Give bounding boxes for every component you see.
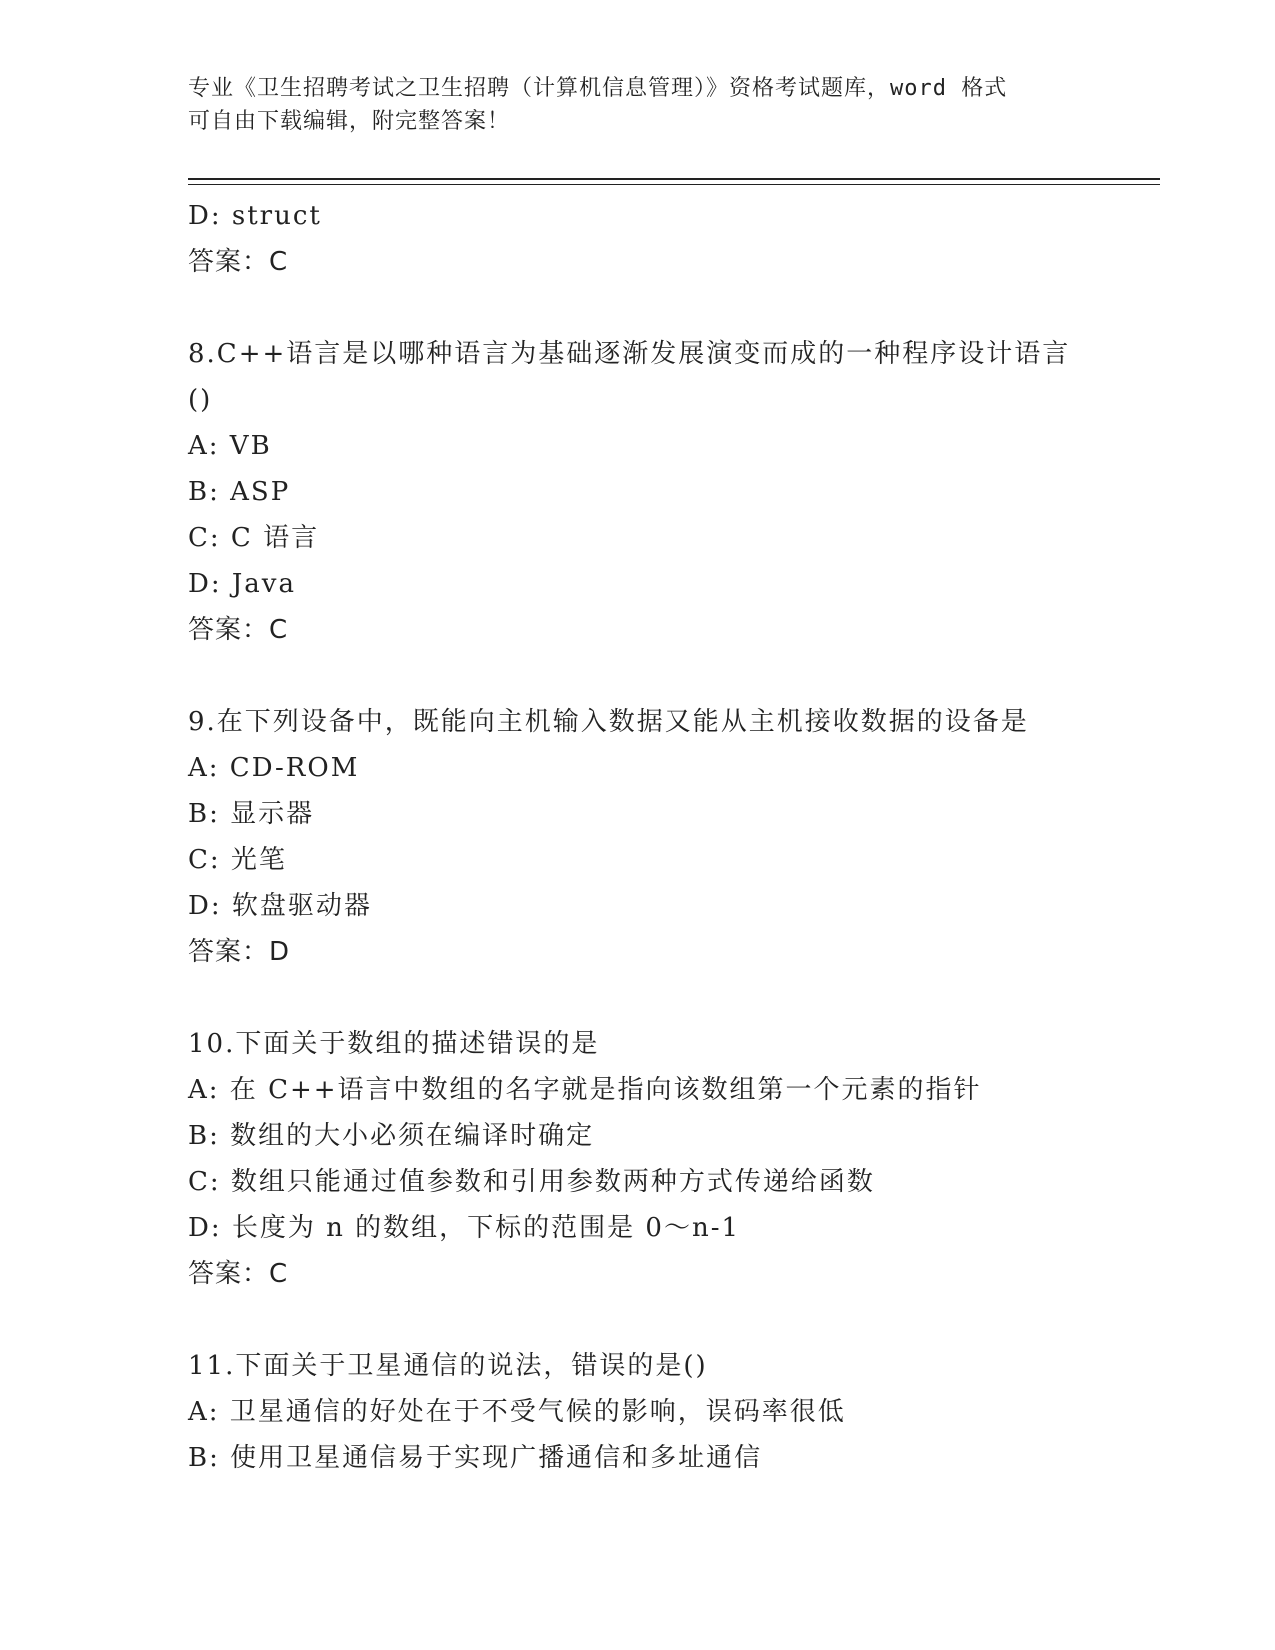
option-b: B: 使用卫星通信易于实现广播通信和多址通信 [188,1443,763,1473]
option-a: A: CD-ROM [188,753,360,783]
option-a: A: 在 C++语言中数组的名字就是指向该数组第一个元素的指针 [188,1075,982,1105]
question-stem: 11.下面关于卫星通信的说法，错误的是() [188,1351,708,1381]
question-8 [188,331,1128,653]
option-d: D: struct [188,201,322,231]
option-c: C: 数组只能通过值参数和引用参数两种方式传递给函数 [188,1167,875,1197]
option-c: C: C 语言 [188,523,320,553]
option-d: D: 长度为 n 的数组，下标的范围是 0～n-1 [188,1213,741,1243]
answer-line: 答案：C [188,247,289,277]
question-10 [188,1021,1128,1297]
header-line-1: 专业《卫生招聘考试之卫生招聘（计算机信息管理）》资格考试题库，word 格式 [188,76,1008,101]
option-a: A: VB [188,431,272,461]
question-stem-continued: () [188,385,213,415]
option-d: D: Java [188,569,296,599]
question-stem: 9.在下列设备中，既能向主机输入数据又能从主机接收数据的设备是 [188,707,1029,737]
answer-line: 答案：C [188,1259,289,1289]
question-stem: 8.C++语言是以哪种语言为基础逐渐发展演变而成的一种程序设计语言 [188,339,1071,369]
question-stem: 10.下面关于数组的描述错误的是 [188,1029,600,1059]
question-11 [188,1343,1128,1481]
answer-line: 答案：C [188,615,289,645]
header-divider-thin [188,184,1160,185]
option-a: A: 卫星通信的好处在于不受气候的影响，误码率很低 [188,1397,846,1427]
option-d: D: 软盘驱动器 [188,891,372,921]
page-header [188,72,1088,138]
header-line-2: 可自由下载编辑，附完整答案！ [188,109,511,134]
question-9 [188,699,1128,975]
continued-question [188,193,1128,285]
option-b: B: ASP [188,477,291,507]
header-divider-thick [188,178,1160,180]
option-b: B: 数组的大小必须在编译时确定 [188,1121,595,1151]
question-content [188,193,1128,1481]
option-c: C: 光笔 [188,845,287,875]
option-b: B: 显示器 [188,799,315,829]
answer-line: 答案：D [188,937,291,967]
